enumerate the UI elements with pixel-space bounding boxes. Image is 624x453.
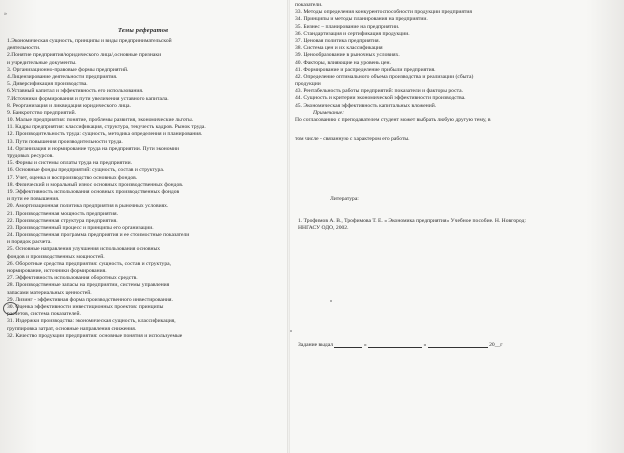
topic-line: 22. Производственная структура предприятия. (7, 217, 118, 224)
topic-line: 21. Производственная мощность предприятия. (7, 210, 119, 217)
topic-line: трудовых ресурсов. (7, 153, 54, 159)
topic-line: 28. Производственные запасы на предприятии, системы управления (7, 282, 170, 289)
topic-line: 20. Амортизационная политика предприятия в рыночных условиях. (7, 203, 169, 210)
year-field: 20__г (489, 342, 503, 348)
topic-line: 39. Ценообразование в рыночных условиях. (295, 52, 400, 59)
topic-line: и пути ее повышения. (7, 196, 60, 203)
topic-line: 30. Оценка эффективности инвестиционных проектов: принципы (7, 303, 164, 310)
topic-line: 11. Кадры предприятия: классификация, структура, текучесть кадров. Рынок труда. (7, 124, 206, 131)
topic-line: 3. Организационно-правовые формы предприятий. (7, 66, 129, 73)
topic-line: 5. Диверсификация производства. (7, 81, 88, 88)
quote-open: « (363, 342, 367, 348)
scan-speck (330, 300, 332, 302)
topic-line: и учредительные документы. (7, 59, 77, 66)
topic-line: 17. Учет, оценка и воспроизводство основных фондов. (7, 174, 138, 181)
topic-line: 44. Сущность и критерии экономической эффективности производства. (295, 95, 466, 102)
topic-line: 19. Эффективность использования основных производственных фондов (7, 188, 180, 195)
topic-line: 31. Издержки производства: экономическая сущность, классификация, (7, 318, 176, 325)
topic-line: 4.Лицензирование деятельности предприятия. (7, 73, 118, 80)
topic-line: 33. Методы определения конкурентоспособности продукции предприятия (295, 9, 472, 16)
page-fold-shadow (287, 0, 290, 453)
topic-line: показатели. (295, 2, 323, 8)
topic-line: нормирование, источники формирования. (7, 268, 107, 274)
topic-line: 16. Основные фонды предприятий: сущность, состав и структура. (7, 167, 165, 174)
topic-line: 41. Формирование и распределение прибыли предприятия. (295, 66, 436, 73)
topic-line: 27. Эффективность использования оборотных средств. (7, 275, 138, 282)
topic-line: 42. Определение оптимального объема производства и реализации (сбыта) (295, 73, 474, 80)
topic-line: и порядок расчета. (7, 239, 52, 246)
topic-line: 14. Организация и нормирование труда на предприятии. Пути экономии (7, 145, 180, 152)
corner-mark: » (4, 11, 7, 17)
topic-line: расчетов, система показателей. (7, 311, 81, 318)
topic-line: 29. Лизинг - эффективная форма производственного инвестирования. (7, 296, 173, 303)
topic-line: 38. Система цен и их классификация (295, 45, 383, 52)
topic-line: 9. Банкротство предприятий. (7, 109, 76, 116)
signature-line (298, 341, 503, 348)
topic-line: 18. Физический и моральный износ основных производственных фондов. (7, 181, 184, 188)
right-topic-list (295, 2, 617, 143)
day-blank (368, 341, 422, 348)
signature-label: Задание выдал (298, 342, 334, 348)
topic-line: 8. Реорганизация и ликвидация юридического лица. (7, 102, 131, 109)
topic-line: 40. Факторы, влияющие на уровень цен. (295, 59, 391, 66)
topic-line: 43. Рентабельность работы предприятий: показатели и факторы роста. (295, 88, 463, 95)
topic-line: 7.Источники формирования и пути увеличения уставного капитала. (7, 95, 169, 102)
left-topic-list (7, 38, 283, 340)
spacer (295, 124, 617, 136)
topic-line: 1.Экономическая сущность, принципы и виды предпринимательской (7, 38, 172, 44)
literature-heading: Литература: (330, 196, 359, 202)
right-topic-lines (295, 2, 617, 110)
quote-close: » (423, 342, 427, 348)
topic-line: 6.Уставный капитал и эффективность его использования. (7, 88, 144, 95)
topic-line: 25. Основные направления улучшения использования основных (7, 246, 161, 253)
topic-line: 34. Принципы и методы планирования на предприятии. (295, 16, 428, 23)
topic-line: 15. Формы и системы оплаты труда на предприятии. (7, 160, 133, 167)
topic-line: 2.Понятие предприятия/юридического лица/,основные признаки (7, 52, 162, 59)
note-label: Примечание: (313, 109, 344, 116)
topic-line: 26. Оборотные средства предприятия: сущность, состав и структура, (7, 260, 171, 267)
reference-list (298, 218, 526, 232)
topic-line: 23. Производственный процесс и принципы его организации. (7, 224, 154, 231)
topic-line: фондов и производственных мощностей. (7, 253, 105, 260)
note-line: том числе - связанную с характером его работы. (295, 136, 410, 143)
topic-line: 13. Пути повышения производительности труда. (7, 138, 123, 145)
topic-line: продукции (295, 81, 321, 88)
topic-line: 45. Экономическая эффективность капитальных вложений. (295, 102, 437, 109)
note-line: По согласованию с преподавателем студент может выбрать любую другую тему, в (295, 117, 491, 123)
reference-line: 1. Трофимов А. В., Трофимова Т. Е. « Экономика предприятия» Учебное пособие. Н. Новгород: (298, 218, 526, 224)
topic-line: группировка затрат, основные направления снижения. (7, 325, 137, 332)
reference-line: ННГАСУ ОДО, 2002. (298, 225, 349, 232)
scan-speck (290, 330, 292, 332)
topic-line: 32. Качество продукции предприятия: основные понятия и используемые (7, 332, 183, 339)
topic-line: 10. Малые предприятия: понятие, проблемы развития, экономические льготы. (7, 117, 194, 124)
topic-line: 36. Стандартизация и сертификация продукции. (295, 30, 410, 37)
topic-line: запасами материальных ценностей. (7, 289, 92, 296)
topic-line: 35. Бизнес – планирование на предприятии. (295, 23, 400, 30)
topic-line: деятельности. (7, 45, 41, 52)
topic-line: 12. Производительность труда: сущность, методика определения и планирования. (7, 131, 203, 138)
signature-blank (334, 341, 362, 348)
topic-line: 24. Производственная программа предприятия и ее стоимостные показатели (7, 232, 190, 239)
month-blank (428, 341, 488, 348)
page-title: Темы рефератов (118, 27, 169, 34)
topic-line: 37. Ценовая политика предприятия. (295, 37, 380, 44)
